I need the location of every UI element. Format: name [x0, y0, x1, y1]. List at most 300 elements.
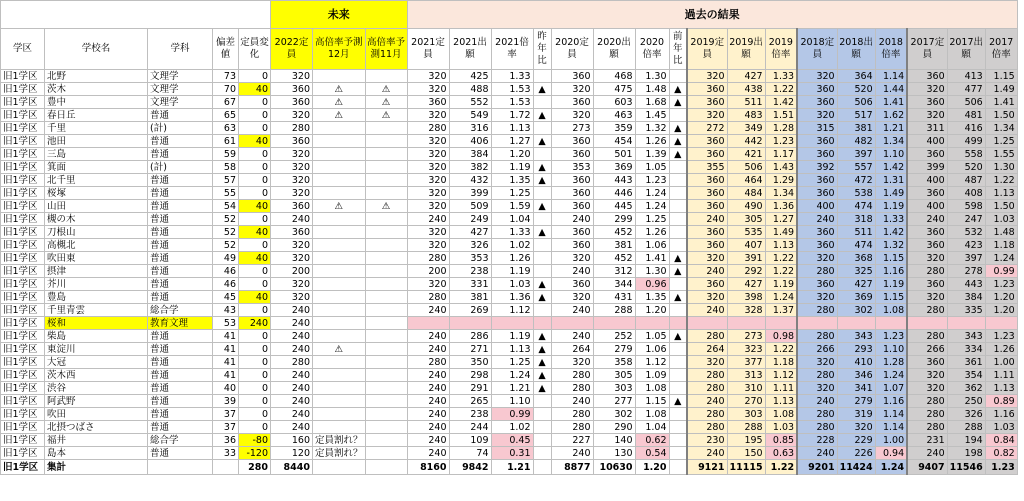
table-cell: 265	[449, 395, 491, 408]
total-cell: 9407	[907, 460, 947, 475]
table-cell: 299	[593, 213, 635, 226]
table-cell: 1.45	[635, 109, 669, 122]
table-cell: 264	[687, 343, 727, 356]
table-cell: 0	[239, 356, 271, 369]
table-cell: 240	[407, 434, 449, 447]
table-cell: 1.10	[875, 343, 907, 356]
table-cell: 231	[907, 434, 947, 447]
table-cell: 40	[239, 252, 271, 265]
table-cell: 1.23	[765, 135, 797, 148]
table-cell: 244	[449, 421, 491, 434]
table-row	[1, 161, 1018, 174]
table-cell: 0	[239, 213, 271, 226]
table-cell: 377	[727, 356, 765, 369]
table-cell	[669, 278, 687, 291]
future-header: 未来	[271, 1, 408, 29]
table-cell: ⚠	[313, 83, 366, 96]
table-cell: 1.68	[635, 96, 669, 109]
table-cell: 501	[593, 148, 635, 161]
table-cell: 旧1学区	[1, 395, 45, 408]
table-cell: 1.34	[985, 122, 1017, 135]
table-cell: 1.48	[985, 226, 1017, 239]
table-cell: 320	[271, 70, 313, 83]
table-cell: 0.99	[985, 265, 1017, 278]
table-cell: 1.48	[635, 83, 669, 96]
table-cell: 240	[407, 382, 449, 395]
table-cell	[533, 304, 551, 317]
table-cell: 557	[837, 161, 875, 174]
table-cell: 266	[797, 343, 837, 356]
table-cell: 360	[551, 226, 593, 239]
table-cell: 408	[947, 187, 985, 200]
table-cell: 532	[947, 226, 985, 239]
table-cell: 320	[687, 291, 727, 304]
table-row	[1, 213, 1018, 226]
table-cell: 1.08	[635, 382, 669, 395]
table-cell: 1.41	[875, 96, 907, 109]
table-cell: 旧1学区	[1, 213, 45, 226]
table-cell: 326	[947, 408, 985, 421]
table-cell: 41	[213, 356, 239, 369]
table-cell: 427	[727, 70, 765, 83]
table-cell: 200	[271, 265, 313, 278]
table-cell	[669, 434, 687, 447]
table-cell	[533, 252, 551, 265]
table-cell: 1.13	[765, 239, 797, 252]
column-header: 2021倍率	[491, 29, 533, 70]
table-cell: 旧1学区	[1, 369, 45, 382]
table-cell: 280	[551, 382, 593, 395]
table-cell: 1.16	[985, 408, 1017, 421]
table-cell: 488	[449, 83, 491, 96]
table-cell: 普通	[148, 356, 213, 369]
table-cell: 240	[551, 304, 593, 317]
table-cell	[365, 408, 407, 421]
table-cell: 39	[213, 395, 239, 408]
table-cell: 320	[407, 148, 449, 161]
table-cell: 1.08	[635, 408, 669, 421]
table-cell: 360	[907, 187, 947, 200]
table-cell: 427	[449, 226, 491, 239]
table-cell: 36	[213, 434, 239, 447]
table-cell: ▲	[533, 278, 551, 291]
table-cell: 360	[687, 174, 727, 187]
table-cell: 320	[271, 278, 313, 291]
table-cell: 46	[213, 278, 239, 291]
table-cell	[669, 447, 687, 460]
table-cell: 520	[837, 83, 875, 96]
table-cell: 506	[837, 96, 875, 109]
table-cell: 0	[239, 96, 271, 109]
table-cell: 280	[907, 408, 947, 421]
table-cell: 渋谷	[45, 382, 148, 395]
table-cell	[365, 213, 407, 226]
table-cell: 280	[797, 408, 837, 421]
table-row	[1, 226, 1018, 239]
table-cell: 320	[907, 109, 947, 122]
table-cell: 266	[907, 343, 947, 356]
table-cell: 240	[271, 395, 313, 408]
table-cell: 360	[907, 148, 947, 161]
table-cell: 普通	[148, 187, 213, 200]
table-cell: 320	[687, 70, 727, 83]
table-cell: 315	[797, 122, 837, 135]
table-cell: 302	[837, 304, 875, 317]
table-row	[1, 278, 1018, 291]
table-cell: 茨木	[45, 83, 148, 96]
total-cell: 10630	[593, 460, 635, 475]
table-cell: 1.24	[875, 369, 907, 382]
table-cell: 1.14	[875, 408, 907, 421]
table-cell: 1.24	[985, 252, 1017, 265]
table-cell: 1.07	[875, 382, 907, 395]
table-cell: 240	[407, 395, 449, 408]
table-cell: 360	[271, 83, 313, 96]
total-cell: 11546	[947, 460, 985, 475]
table-cell: 364	[837, 70, 875, 83]
table-cell: 0	[239, 122, 271, 135]
table-cell: 280	[407, 356, 449, 369]
table-cell: 旧1学区	[1, 343, 45, 356]
table-cell: 61	[213, 135, 239, 148]
table-cell: 320	[687, 356, 727, 369]
total-cell: 1.22	[765, 460, 797, 475]
table-cell: 506	[727, 161, 765, 174]
table-cell: 360	[551, 96, 593, 109]
table-cell: ⚠	[365, 200, 407, 213]
table-cell: 277	[593, 395, 635, 408]
table-cell: 320	[407, 278, 449, 291]
table-cell: 1.00	[985, 356, 1017, 369]
column-header: 2019出願	[727, 29, 765, 70]
table-cell: 1.33	[765, 70, 797, 83]
table-cell: 1.15	[875, 291, 907, 304]
table-cell	[533, 434, 551, 447]
table-cell: 280	[687, 421, 727, 434]
table-cell: 520	[947, 161, 985, 174]
table-cell: 320	[271, 109, 313, 122]
table-cell: 0.99	[491, 408, 533, 421]
table-cell: 603	[593, 96, 635, 109]
table-cell: ▲	[533, 200, 551, 213]
table-cell: 320	[271, 161, 313, 174]
table-cell: 1.28	[875, 356, 907, 369]
table-cell: 320	[797, 109, 837, 122]
table-cell: 1.39	[635, 148, 669, 161]
table-cell: 1.42	[875, 161, 907, 174]
table-cell: 320	[907, 252, 947, 265]
table-cell: 360	[551, 174, 593, 187]
table-cell: 272	[687, 122, 727, 135]
table-cell: 279	[593, 343, 635, 356]
table-cell	[669, 161, 687, 174]
table-row	[1, 265, 1018, 278]
table-row	[1, 382, 1018, 395]
group-header-row	[1, 1, 1018, 29]
table-cell: 1.17	[765, 148, 797, 161]
table-cell: 320	[551, 109, 593, 122]
table-cell: 普通	[148, 447, 213, 460]
table-cell: 1.49	[765, 226, 797, 239]
table-cell: 37	[213, 408, 239, 421]
table-cell: ⚠	[365, 96, 407, 109]
table-cell: 313	[727, 369, 765, 382]
table-cell: 41	[213, 343, 239, 356]
table-cell	[365, 421, 407, 434]
table-cell	[669, 200, 687, 213]
table-cell: 67	[213, 96, 239, 109]
table-cell: 1.30	[635, 265, 669, 278]
table-cell: 0	[239, 369, 271, 382]
total-cell	[313, 460, 366, 475]
table-cell: 280	[907, 330, 947, 343]
table-cell	[491, 317, 533, 330]
table-cell: 1.33	[491, 226, 533, 239]
table-cell: 240	[551, 447, 593, 460]
table-cell: 旧1学区	[1, 239, 45, 252]
column-header: 学区	[1, 29, 45, 70]
table-cell: 1.06	[635, 343, 669, 356]
table-cell	[313, 278, 366, 291]
table-cell: 1.03	[765, 421, 797, 434]
table-cell: 305	[593, 369, 635, 382]
table-cell: 1.15	[875, 252, 907, 265]
table-cell: -80	[239, 434, 271, 447]
table-cell: 1.59	[491, 200, 533, 213]
table-cell: 360	[797, 83, 837, 96]
table-cell: ▲	[669, 83, 687, 96]
table-cell: 0	[239, 408, 271, 421]
column-header: 2021定員	[407, 29, 449, 70]
table-cell: 280	[797, 421, 837, 434]
table-cell: 普通	[148, 382, 213, 395]
table-cell: 1.04	[491, 213, 533, 226]
table-cell: 484	[727, 187, 765, 200]
table-cell: (計)	[148, 161, 213, 174]
table-cell: 1.13	[985, 187, 1017, 200]
table-cell: 茨木西	[45, 369, 148, 382]
table-cell: 0	[239, 330, 271, 343]
table-cell: 360	[907, 96, 947, 109]
table-cell: 1.25	[491, 187, 533, 200]
table-cell: 1.26	[491, 252, 533, 265]
table-cell: 280	[797, 369, 837, 382]
table-cell	[533, 421, 551, 434]
table-cell: 360	[797, 174, 837, 187]
table-cell: 1.06	[635, 239, 669, 252]
table-cell: 499	[947, 135, 985, 148]
table-cell: 旧1学区	[1, 135, 45, 148]
table-cell: 1.30	[985, 161, 1017, 174]
table-cell	[365, 434, 407, 447]
table-cell	[313, 252, 366, 265]
table-cell: 431	[593, 291, 635, 304]
table-cell: 280	[551, 369, 593, 382]
table-cell: 73	[213, 70, 239, 83]
table-cell: 摂津	[45, 265, 148, 278]
table-cell: ▲	[533, 356, 551, 369]
table-cell: ▲	[533, 343, 551, 356]
table-cell: 320	[907, 291, 947, 304]
table-row	[1, 330, 1018, 343]
table-cell: 豊島	[45, 291, 148, 304]
table-cell: 481	[947, 109, 985, 122]
table-cell	[365, 291, 407, 304]
table-cell: 0.89	[985, 395, 1017, 408]
table-cell: 200	[407, 265, 449, 278]
table-cell: ▲	[533, 135, 551, 148]
table-cell	[669, 226, 687, 239]
table-cell: 320	[271, 187, 313, 200]
table-cell: 文理学	[148, 96, 213, 109]
table-cell: 普通	[148, 109, 213, 122]
table-cell	[765, 317, 797, 330]
column-header: 高倍率予測12月	[313, 29, 366, 70]
table-cell: 360	[687, 200, 727, 213]
column-header: 2019倍率	[765, 29, 797, 70]
table-cell: 240	[797, 447, 837, 460]
table-row	[1, 343, 1018, 356]
column-header: 2020定員	[551, 29, 593, 70]
table-cell: 41	[213, 330, 239, 343]
table-cell: 280	[407, 122, 449, 135]
table-cell: 320	[837, 421, 875, 434]
table-cell	[533, 395, 551, 408]
table-cell: 文理学	[148, 70, 213, 83]
table-cell: 238	[449, 408, 491, 421]
table-cell: 0.84	[985, 434, 1017, 447]
table-row	[1, 369, 1018, 382]
table-cell: 59	[213, 148, 239, 161]
table-cell: 東淀川	[45, 343, 148, 356]
table-cell: 旧1学区	[1, 122, 45, 135]
table-cell: 240	[551, 330, 593, 343]
table-cell: 52	[213, 226, 239, 239]
table-cell: 旧1学区	[1, 83, 45, 96]
table-cell	[635, 317, 669, 330]
table-cell: 280	[687, 382, 727, 395]
table-cell: 310	[727, 382, 765, 395]
table-cell: ▲	[533, 291, 551, 304]
table-cell	[313, 135, 366, 148]
table-cell: 0	[239, 343, 271, 356]
table-row	[1, 148, 1018, 161]
table-cell: 240	[271, 369, 313, 382]
table-cell: 360	[551, 70, 593, 83]
table-cell	[669, 109, 687, 122]
table-cell: 1.03	[985, 421, 1017, 434]
table-cell: 北野	[45, 70, 148, 83]
table-cell: 506	[947, 96, 985, 109]
table-cell: 55	[213, 187, 239, 200]
table-cell: 1.08	[765, 408, 797, 421]
table-cell: 1.53	[491, 83, 533, 96]
table-cell: 280	[907, 265, 947, 278]
table-cell: 旧1学区	[1, 109, 45, 122]
table-cell: 1.35	[635, 291, 669, 304]
table-cell: 360	[797, 278, 837, 291]
table-cell: 1.02	[491, 421, 533, 434]
table-cell	[313, 122, 366, 135]
table-cell: 0.62	[635, 434, 669, 447]
table-cell: 229	[837, 434, 875, 447]
table-cell: 槻の木	[45, 213, 148, 226]
table-cell: 240	[687, 447, 727, 460]
table-cell: 360	[687, 148, 727, 161]
table-cell: 1.20	[985, 304, 1017, 317]
table-cell: 1.18	[765, 356, 797, 369]
total-cell: 1.21	[491, 460, 533, 475]
table-cell: 1.55	[985, 148, 1017, 161]
column-header: 学科	[148, 29, 213, 70]
table-cell: 381	[837, 122, 875, 135]
table-cell: 325	[837, 265, 875, 278]
table-cell: 0	[239, 382, 271, 395]
table-cell: 1.03	[491, 278, 533, 291]
table-cell: 北千里	[45, 174, 148, 187]
table-cell: 280	[687, 330, 727, 343]
table-cell: 普通	[148, 213, 213, 226]
column-header: 2022定員	[271, 29, 313, 70]
table-cell: 0.94	[875, 447, 907, 460]
table-cell: 吹田東	[45, 252, 148, 265]
table-cell: 240	[407, 304, 449, 317]
table-cell: 普通	[148, 395, 213, 408]
table-cell: 302	[593, 408, 635, 421]
table-cell: 326	[449, 239, 491, 252]
table-cell: 280	[907, 421, 947, 434]
table-cell: 旧1学区	[1, 187, 45, 200]
total-row	[1, 460, 1018, 475]
table-cell: 旧1学区	[1, 265, 45, 278]
table-cell: 240	[271, 343, 313, 356]
table-cell: 358	[593, 356, 635, 369]
table-cell: 240	[407, 408, 449, 421]
table-cell: 0.85	[765, 434, 797, 447]
table-cell: 1.22	[985, 174, 1017, 187]
table-cell: 392	[797, 161, 837, 174]
table-cell: 558	[947, 148, 985, 161]
table-cell	[365, 330, 407, 343]
column-header: 偏差値	[213, 29, 239, 70]
total-cell	[148, 460, 213, 475]
table-cell	[313, 356, 366, 369]
table-cell: ⚠	[313, 200, 366, 213]
table-cell: 511	[837, 226, 875, 239]
table-cell: 70	[213, 83, 239, 96]
column-header: 2018倍率	[875, 29, 907, 70]
table-cell: 49	[213, 252, 239, 265]
table-cell: 490	[727, 200, 765, 213]
table-cell: 230	[687, 434, 727, 447]
table-cell: 475	[593, 83, 635, 96]
table-cell: 320	[797, 291, 837, 304]
table-cell: 320	[407, 109, 449, 122]
table-cell: 269	[449, 304, 491, 317]
table-cell: 320	[271, 291, 313, 304]
table-cell: 280	[271, 122, 313, 135]
table-cell: 1.37	[765, 304, 797, 317]
column-header: 2021出願	[449, 29, 491, 70]
table-row	[1, 135, 1018, 148]
table-cell: 320	[407, 135, 449, 148]
table-cell: 399	[449, 187, 491, 200]
table-cell: 538	[837, 187, 875, 200]
table-cell: 旧1学区	[1, 96, 45, 109]
table-cell	[907, 317, 947, 330]
table-cell: 320	[271, 252, 313, 265]
table-row	[1, 174, 1018, 187]
